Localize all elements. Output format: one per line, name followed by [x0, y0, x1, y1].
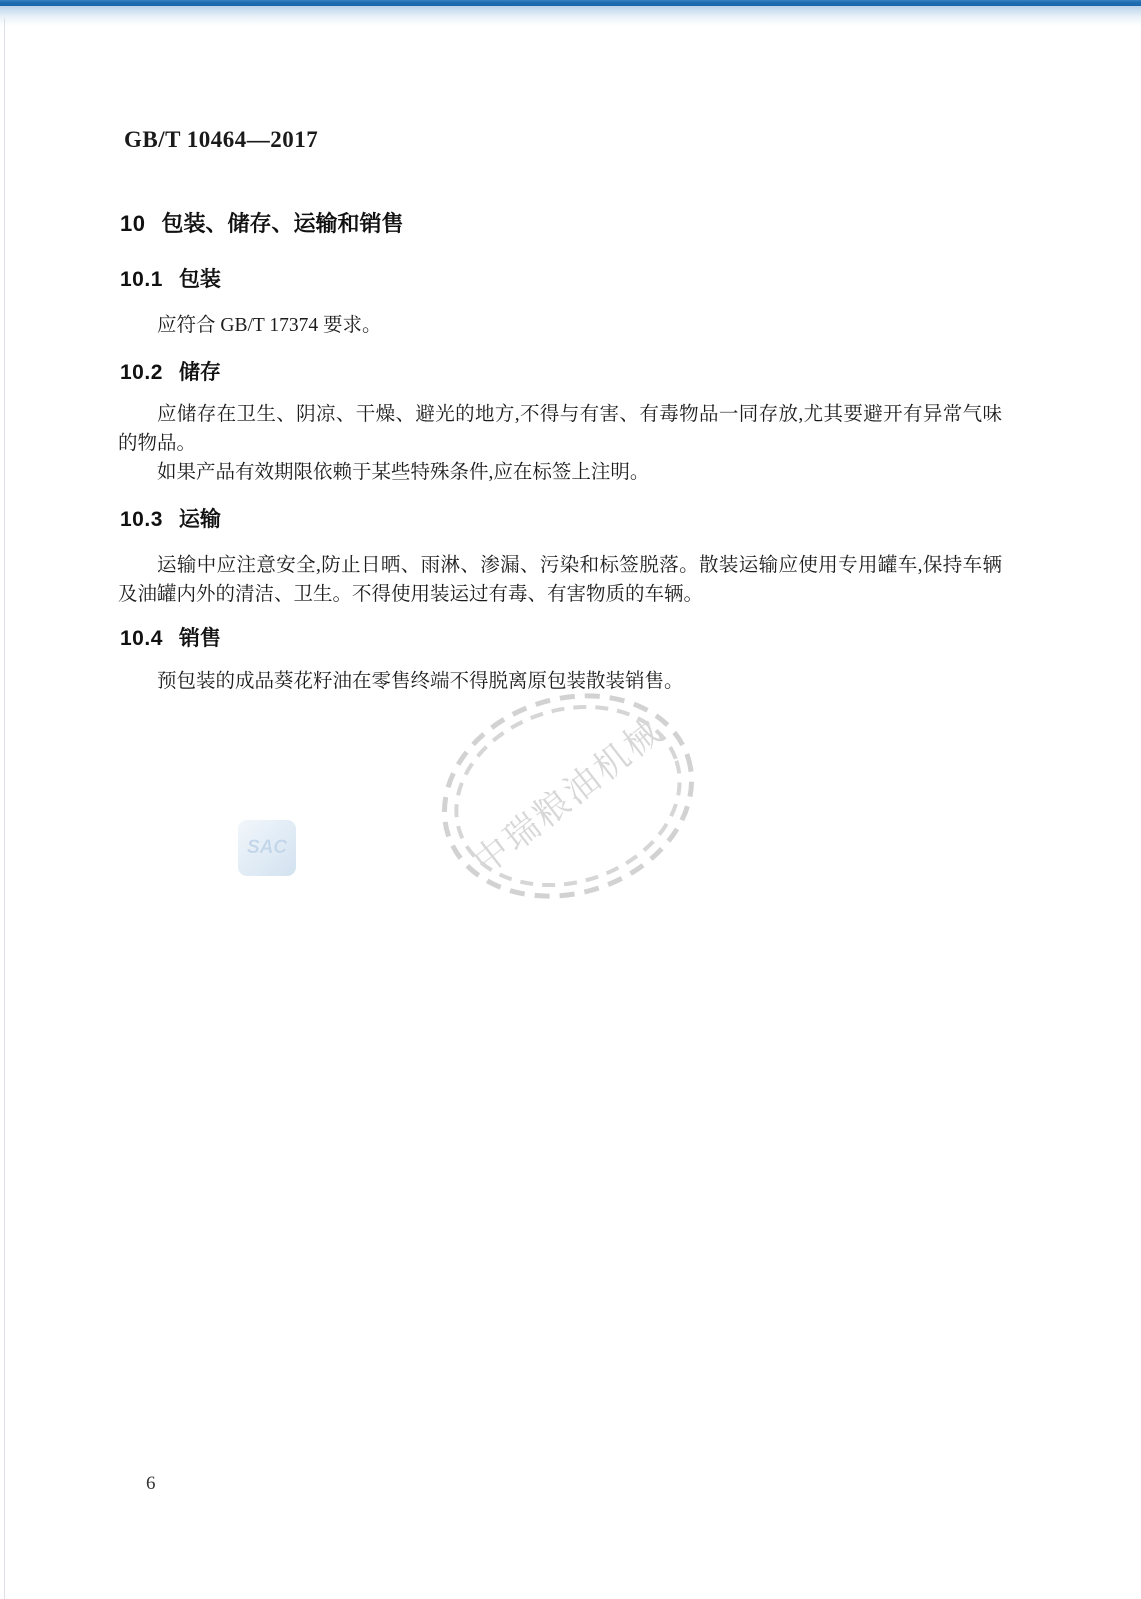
section-number: 10.1 — [120, 268, 163, 291]
section-number: 10.2 — [120, 361, 163, 384]
paragraph-10-2-a: 应储存在卫生、阴凉、干燥、避光的地方,不得与有害、有毒物品一同存放,尤其要避开有异常气味的物品。 — [118, 404, 1002, 454]
top-border-fade — [0, 6, 1141, 26]
page-number: 6 — [146, 1473, 156, 1494]
section-title: 包装 — [178, 268, 221, 291]
section-title: 包装、储存、运输和销售 — [161, 211, 404, 236]
section-number: 10.3 — [120, 508, 163, 531]
section-title: 储存 — [178, 361, 221, 384]
section-title: 运输 — [178, 508, 221, 531]
paragraph-10-2-b: 如果产品有效期限依赖于某些特殊条件,应在标签上注明。 — [157, 462, 650, 483]
paragraph-10-4: 预包装的成品葵花籽油在零售终端不得脱离原包装散装销售。 — [157, 671, 684, 692]
standard-number-header: GB/T 10464—2017 — [124, 127, 319, 152]
section-heading-10-4 — [120, 622, 221, 652]
sac-logo — [238, 820, 296, 876]
section-heading-10-2 — [120, 356, 221, 386]
paragraph-10-1: 应符合 GB/T 17374 要求。 — [157, 315, 382, 336]
stamp-text: 中瑞粮油机械 — [466, 710, 671, 882]
paragraph-10-3: 运输中应注意安全,防止日晒、雨淋、渗漏、污染和标签脱落。散装运输应使用专用罐车,保持车辆及油罐内外的清洁、卫生。不得使用装运过有毒、有害物质的车辆。 — [118, 555, 1002, 605]
section-title: 销售 — [178, 627, 221, 650]
section-heading-10 — [120, 207, 404, 238]
sac-logo-text: SAC — [246, 837, 288, 858]
section-number: 10.4 — [120, 627, 163, 650]
section-number: 10 — [120, 211, 146, 236]
left-edge-line — [4, 18, 5, 1599]
section-heading-10-1 — [120, 263, 221, 293]
watermark-stamp — [438, 686, 698, 906]
section-heading-10-3 — [120, 503, 221, 533]
